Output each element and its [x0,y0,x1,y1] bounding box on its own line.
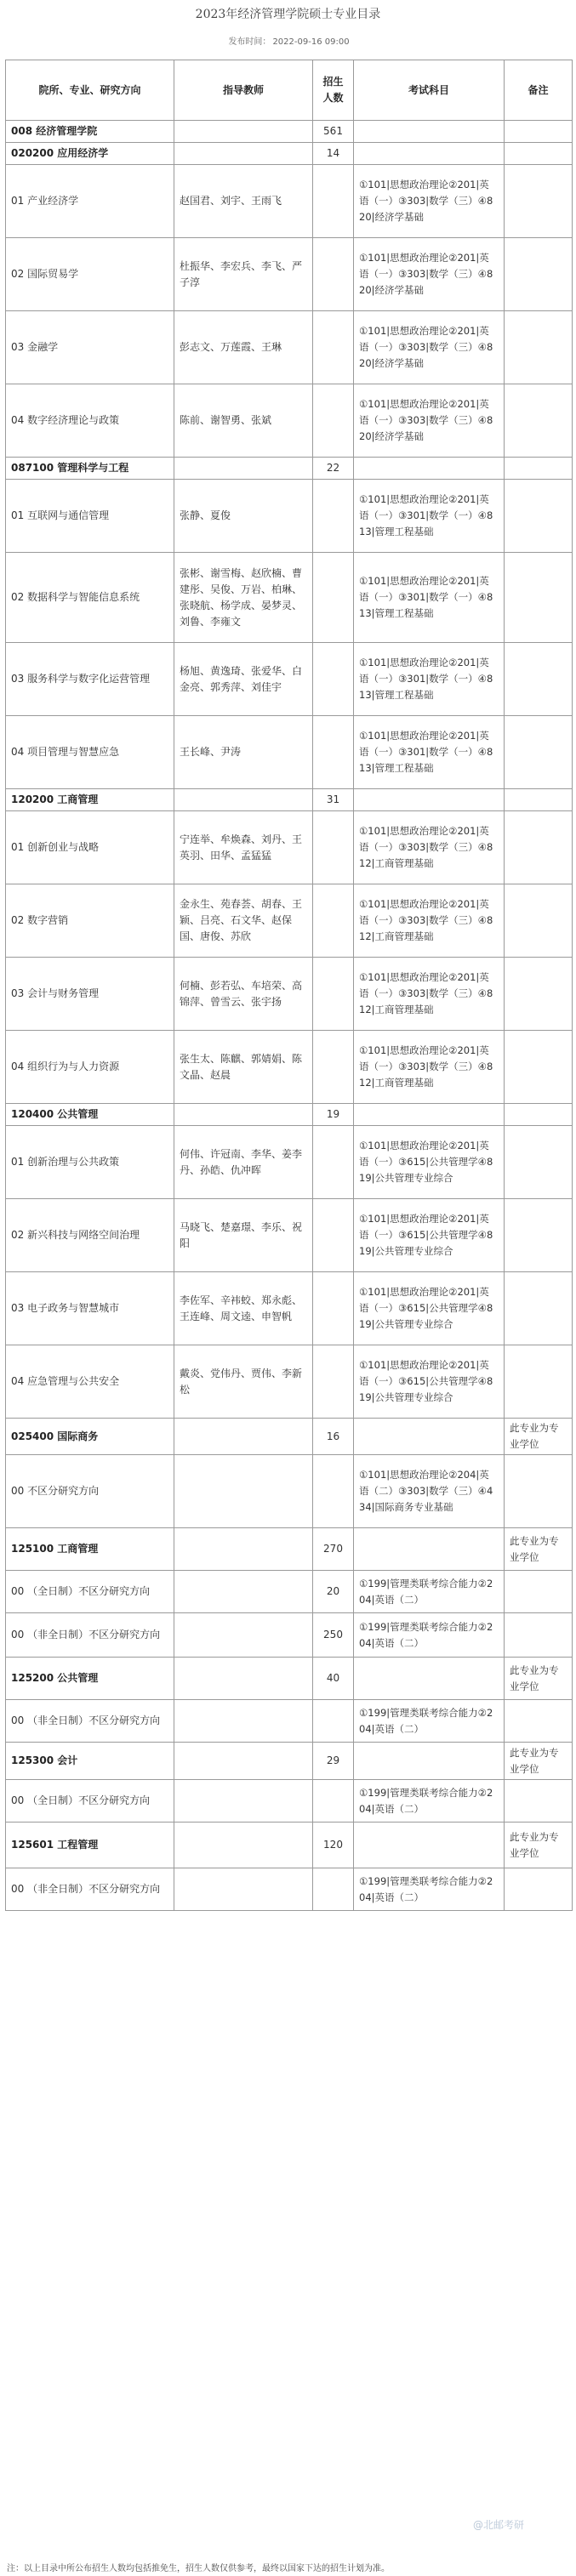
cell-advisors [174,143,313,165]
cell-remarks [505,958,573,1031]
cell-quota [313,311,354,384]
cell-subjects: ①199|管理类联考综合能力②204|英语（二） [354,1700,505,1743]
cell-quota [313,1345,354,1419]
cell-quota [313,384,354,458]
cell-subjects [354,458,505,480]
cell-subjects: ①101|思想政治理论②201|英语（一）③303|数学（三）④812|工商管理基础 [354,958,505,1031]
cell-subjects [354,1104,505,1126]
table-row [6,643,573,716]
cell-quota: 250 [313,1613,354,1658]
cell-remarks [505,1345,573,1419]
cell-subjects [354,1743,505,1780]
cell-remarks [505,1613,573,1658]
cell-remarks [505,121,573,143]
cell-major: 01 创新创业与战略 [6,811,174,884]
cell-major: 120400 公共管理 [6,1104,174,1126]
table-row [6,1031,573,1104]
table-row [6,311,573,384]
cell-major: 020200 应用经济学 [6,143,174,165]
major-row [6,1658,573,1700]
cell-advisors: 陈前、谢智勇、张斌 [174,384,313,458]
table-row [6,1455,573,1528]
table-row [6,1199,573,1272]
cell-major: 03 会计与财务管理 [6,958,174,1031]
cell-advisors: 杨旭、黄逸琦、张爱华、白金亮、郭秀萍、刘佳宇 [174,643,313,716]
cell-advisors: 马晓飞、楚嘉璟、李乐、祝阳 [174,1199,313,1272]
cell-major: 025400 国际商务 [6,1419,174,1455]
cell-remarks [505,1780,573,1823]
cell-remarks: 此专业为专业学位 [505,1528,573,1571]
cell-subjects: ①199|管理类联考综合能力②204|英语（二） [354,1613,505,1658]
major-row [6,1104,573,1126]
cell-subjects [354,121,505,143]
cell-remarks [505,716,573,789]
cell-quota: 19 [313,1104,354,1126]
cell-subjects: ①199|管理类联考综合能力②204|英语（二） [354,1571,505,1613]
cell-major: 00 不区分研究方向 [6,1455,174,1528]
cell-advisors: 杜振华、李宏兵、李飞、严子淳 [174,238,313,311]
table-row [6,1126,573,1199]
cell-major: 02 数据科学与智能信息系统 [6,553,174,643]
table-row [6,811,573,884]
cell-subjects: ①101|思想政治理论②201|英语（一）③303|数学（三）④820|经济学基础 [354,384,505,458]
cell-major: 01 创新治理与公共政策 [6,1126,174,1199]
cell-major: 087100 管理科学与工程 [6,458,174,480]
table-row [6,165,573,238]
cell-major: 125601 工程管理 [6,1823,174,1868]
cell-advisors [174,1658,313,1700]
table-row [6,1700,573,1743]
cell-major: 00 （非全日制）不区分研究方向 [6,1613,174,1658]
table-row [6,1780,573,1823]
cell-subjects: ①101|思想政治理论②201|英语（一）③301|数学（一）④813|管理工程基础 [354,480,505,553]
cell-subjects [354,1528,505,1571]
cell-advisors: 赵国君、刘宇、王雨飞 [174,165,313,238]
cell-advisors: 张静、夏俊 [174,480,313,553]
cell-remarks [505,789,573,811]
table-row [6,716,573,789]
cell-remarks [505,458,573,480]
cell-remarks [505,884,573,958]
cell-subjects: ①101|思想政治理论②201|英语（一）③301|数学（一）④813|管理工程基础 [354,716,505,789]
cell-subjects: ①101|思想政治理论②201|英语（一）③301|数学（一）④813|管理工程基础 [354,643,505,716]
cell-major: 03 金融学 [6,311,174,384]
cell-remarks [505,1700,573,1743]
cell-remarks [505,811,573,884]
cell-subjects [354,789,505,811]
cell-advisors: 戴炎、党伟丹、贾伟、李新松 [174,1345,313,1419]
cell-remarks [505,1571,573,1613]
header-remarks: 备注 [505,60,573,121]
cell-major: 02 数字营销 [6,884,174,958]
cell-major: 03 服务科学与数字化运营管理 [6,643,174,716]
cell-quota [313,1868,354,1911]
cell-quota [313,1031,354,1104]
table-row [6,480,573,553]
header-subjects: 考试科目 [354,60,505,121]
cell-advisors: 宁连举、牟焕森、刘丹、王英羽、田华、孟猛猛 [174,811,313,884]
cell-major: 04 项目管理与智慧应急 [6,716,174,789]
cell-advisors [174,1528,313,1571]
cell-advisors [174,1823,313,1868]
cell-advisors [174,1743,313,1780]
college-row [6,121,573,143]
cell-subjects: ①199|管理类联考综合能力②204|英语（二） [354,1780,505,1823]
cell-quota [313,1780,354,1823]
cell-quota: 14 [313,143,354,165]
cell-quota: 16 [313,1419,354,1455]
table-row [6,553,573,643]
cell-remarks [505,1104,573,1126]
table-row [6,238,573,311]
cell-advisors: 张生太、陈麒、郭婧娟、陈文晶、赵晨 [174,1031,313,1104]
cell-remarks [505,1126,573,1199]
cell-major: 02 新兴科技与网络空间治理 [6,1199,174,1272]
cell-quota [313,1126,354,1199]
cell-advisors: 王长峰、尹涛 [174,716,313,789]
cell-subjects: ①101|思想政治理论②204|英语（二）③303|数学（三）④434|国际商务专业基础 [354,1455,505,1528]
cell-remarks [505,480,573,553]
cell-remarks [505,1455,573,1528]
cell-quota: 561 [313,121,354,143]
cell-subjects: ①101|思想政治理论②201|英语（一）③615|公共管理学④819|公共管理专业综合 [354,1199,505,1272]
cell-subjects: ①101|思想政治理论②201|英语（一）③303|数学（三）④820|经济学基础 [354,311,505,384]
catalog-body [6,121,573,1911]
cell-advisors [174,458,313,480]
cell-subjects: ①101|思想政治理论②201|英语（一）③303|数学（三）④812|工商管理基础 [354,884,505,958]
cell-quota [313,1272,354,1345]
cell-major: 00 （非全日制）不区分研究方向 [6,1700,174,1743]
cell-remarks [505,311,573,384]
cell-advisors [174,1419,313,1455]
cell-remarks [505,238,573,311]
cell-major: 125200 公共管理 [6,1658,174,1700]
table-row [6,958,573,1031]
cell-quota [313,553,354,643]
cell-quota: 31 [313,789,354,811]
cell-quota: 40 [313,1658,354,1700]
cell-remarks [505,143,573,165]
cell-major: 120200 工商管理 [6,789,174,811]
cell-quota [313,958,354,1031]
cell-quota [313,1700,354,1743]
cell-subjects: ①101|思想政治理论②201|英语（一）③615|公共管理学④819|公共管理专业综合 [354,1345,505,1419]
cell-remarks [505,643,573,716]
cell-quota [313,884,354,958]
cell-remarks: 此专业为专业学位 [505,1658,573,1700]
cell-advisors [174,1613,313,1658]
cell-advisors [174,1780,313,1823]
cell-subjects: ①101|思想政治理论②201|英语（一）③303|数学（三）④812|工商管理基础 [354,811,505,884]
cell-advisors: 何伟、许冠南、李华、姜李丹、孙皓、仇冲晖 [174,1126,313,1199]
publish-time-label: 发布时间： [228,37,271,47]
table-row [6,1272,573,1345]
major-row [6,1823,573,1868]
table-row [6,1345,573,1419]
table-row [6,1868,573,1911]
major-row [6,143,573,165]
cell-major: 03 电子政务与智慧城市 [6,1272,174,1345]
cell-subjects: ①101|思想政治理论②201|英语（一）③615|公共管理学④819|公共管理专业综合 [354,1272,505,1345]
header-quota: 招生人数 [313,60,354,121]
header-advisors: 指导教师 [174,60,313,121]
cell-subjects: ①199|管理类联考综合能力②204|英语（二） [354,1868,505,1911]
watermark: @北邮考研 [473,2519,525,2531]
cell-subjects [354,143,505,165]
major-row [6,1743,573,1780]
publish-time-value: 2022-09-16 09:00 [272,37,350,47]
cell-advisors [174,1700,313,1743]
cell-advisors [174,1104,313,1126]
cell-quota: 120 [313,1823,354,1868]
cell-major: 02 国际贸易学 [6,238,174,311]
cell-quota [313,1455,354,1528]
cell-remarks [505,1199,573,1272]
major-row [6,1419,573,1455]
cell-subjects: ①101|思想政治理论②201|英语（一）③303|数学（三）④820|经济学基础 [354,238,505,311]
cell-major: 04 组织行为与人力资源 [6,1031,174,1104]
cell-quota [313,1199,354,1272]
cell-advisors [174,1868,313,1911]
cell-subjects: ①101|思想政治理论②201|英语（一）③615|公共管理学④819|公共管理专业综合 [354,1126,505,1199]
cell-advisors: 李佐军、辛袆蛟、郑永彪、王连峰、周文逵、申智帆 [174,1272,313,1345]
cell-remarks [505,165,573,238]
cell-major: 00 （非全日制）不区分研究方向 [6,1868,174,1911]
cell-remarks [505,1868,573,1911]
header-major: 院所、专业、研究方向 [6,60,174,121]
cell-major: 04 应急管理与公共安全 [6,1345,174,1419]
cell-major: 01 互联网与通信管理 [6,480,174,553]
cell-subjects: ①101|思想政治理论②201|英语（一）③301|数学（一）④813|管理工程基础 [354,553,505,643]
publish-time [0,34,576,47]
page-title: 2023年经济管理学院硕士专业目录 [195,8,381,21]
catalog-table [5,60,573,1911]
cell-major: 125100 工商管理 [6,1528,174,1571]
cell-remarks [505,384,573,458]
table-row [6,1571,573,1613]
cell-quota [313,811,354,884]
cell-advisors: 金永生、苑春荟、胡春、王颖、吕亮、石文华、赵保国、唐俊、苏欣 [174,884,313,958]
cell-major: 00 （全日制）不区分研究方向 [6,1571,174,1613]
cell-remarks: 此专业为专业学位 [505,1823,573,1868]
cell-subjects: ①101|思想政治理论②201|英语（一）③303|数学（三）④812|工商管理基础 [354,1031,505,1104]
table-row [6,1613,573,1658]
cell-advisors [174,1571,313,1613]
cell-advisors: 张彬、谢雪梅、赵欣楠、曹建彤、吴俊、万岩、柏琳、张晓航、杨学成、晏梦灵、刘鲁、李雍文 [174,553,313,643]
cell-quota [313,238,354,311]
cell-quota [313,643,354,716]
cell-quota [313,165,354,238]
cell-advisors [174,121,313,143]
cell-advisors: 何楠、彭若弘、车培荣、高锦萍、曾雪云、张宇扬 [174,958,313,1031]
table-row [6,884,573,958]
cell-subjects [354,1419,505,1455]
cell-remarks: 此专业为专业学位 [505,1419,573,1455]
major-row [6,789,573,811]
cell-major: 00 （全日制）不区分研究方向 [6,1780,174,1823]
cell-remarks [505,1031,573,1104]
cell-subjects [354,1658,505,1700]
cell-quota: 22 [313,458,354,480]
cell-major: 125300 会计 [6,1743,174,1780]
cell-quota: 20 [313,1571,354,1613]
cell-major: 04 数字经济理论与政策 [6,384,174,458]
cell-quota: 270 [313,1528,354,1571]
cell-remarks: 此专业为专业学位 [505,1743,573,1780]
cell-quota [313,480,354,553]
table-header-row [6,60,573,121]
cell-subjects: ①101|思想政治理论②201|英语（一）③303|数学（三）④820|经济学基础 [354,165,505,238]
cell-quota: 29 [313,1743,354,1780]
major-row [6,1528,573,1571]
cell-advisors: 彭志文、万莲霞、王琳 [174,311,313,384]
cell-advisors [174,1455,313,1528]
cell-subjects [354,1823,505,1868]
cell-major: 01 产业经济学 [6,165,174,238]
cell-quota [313,716,354,789]
cell-remarks [505,1272,573,1345]
cell-major: 008 经济管理学院 [6,121,174,143]
table-row [6,384,573,458]
footnote: 注：以上目录中所公布招生人数均包括推免生，招生人数仅供参考，最终以国家下达的招生计划为准。 [7,2564,390,2573]
cell-remarks [505,553,573,643]
cell-advisors [174,789,313,811]
major-row [6,458,573,480]
